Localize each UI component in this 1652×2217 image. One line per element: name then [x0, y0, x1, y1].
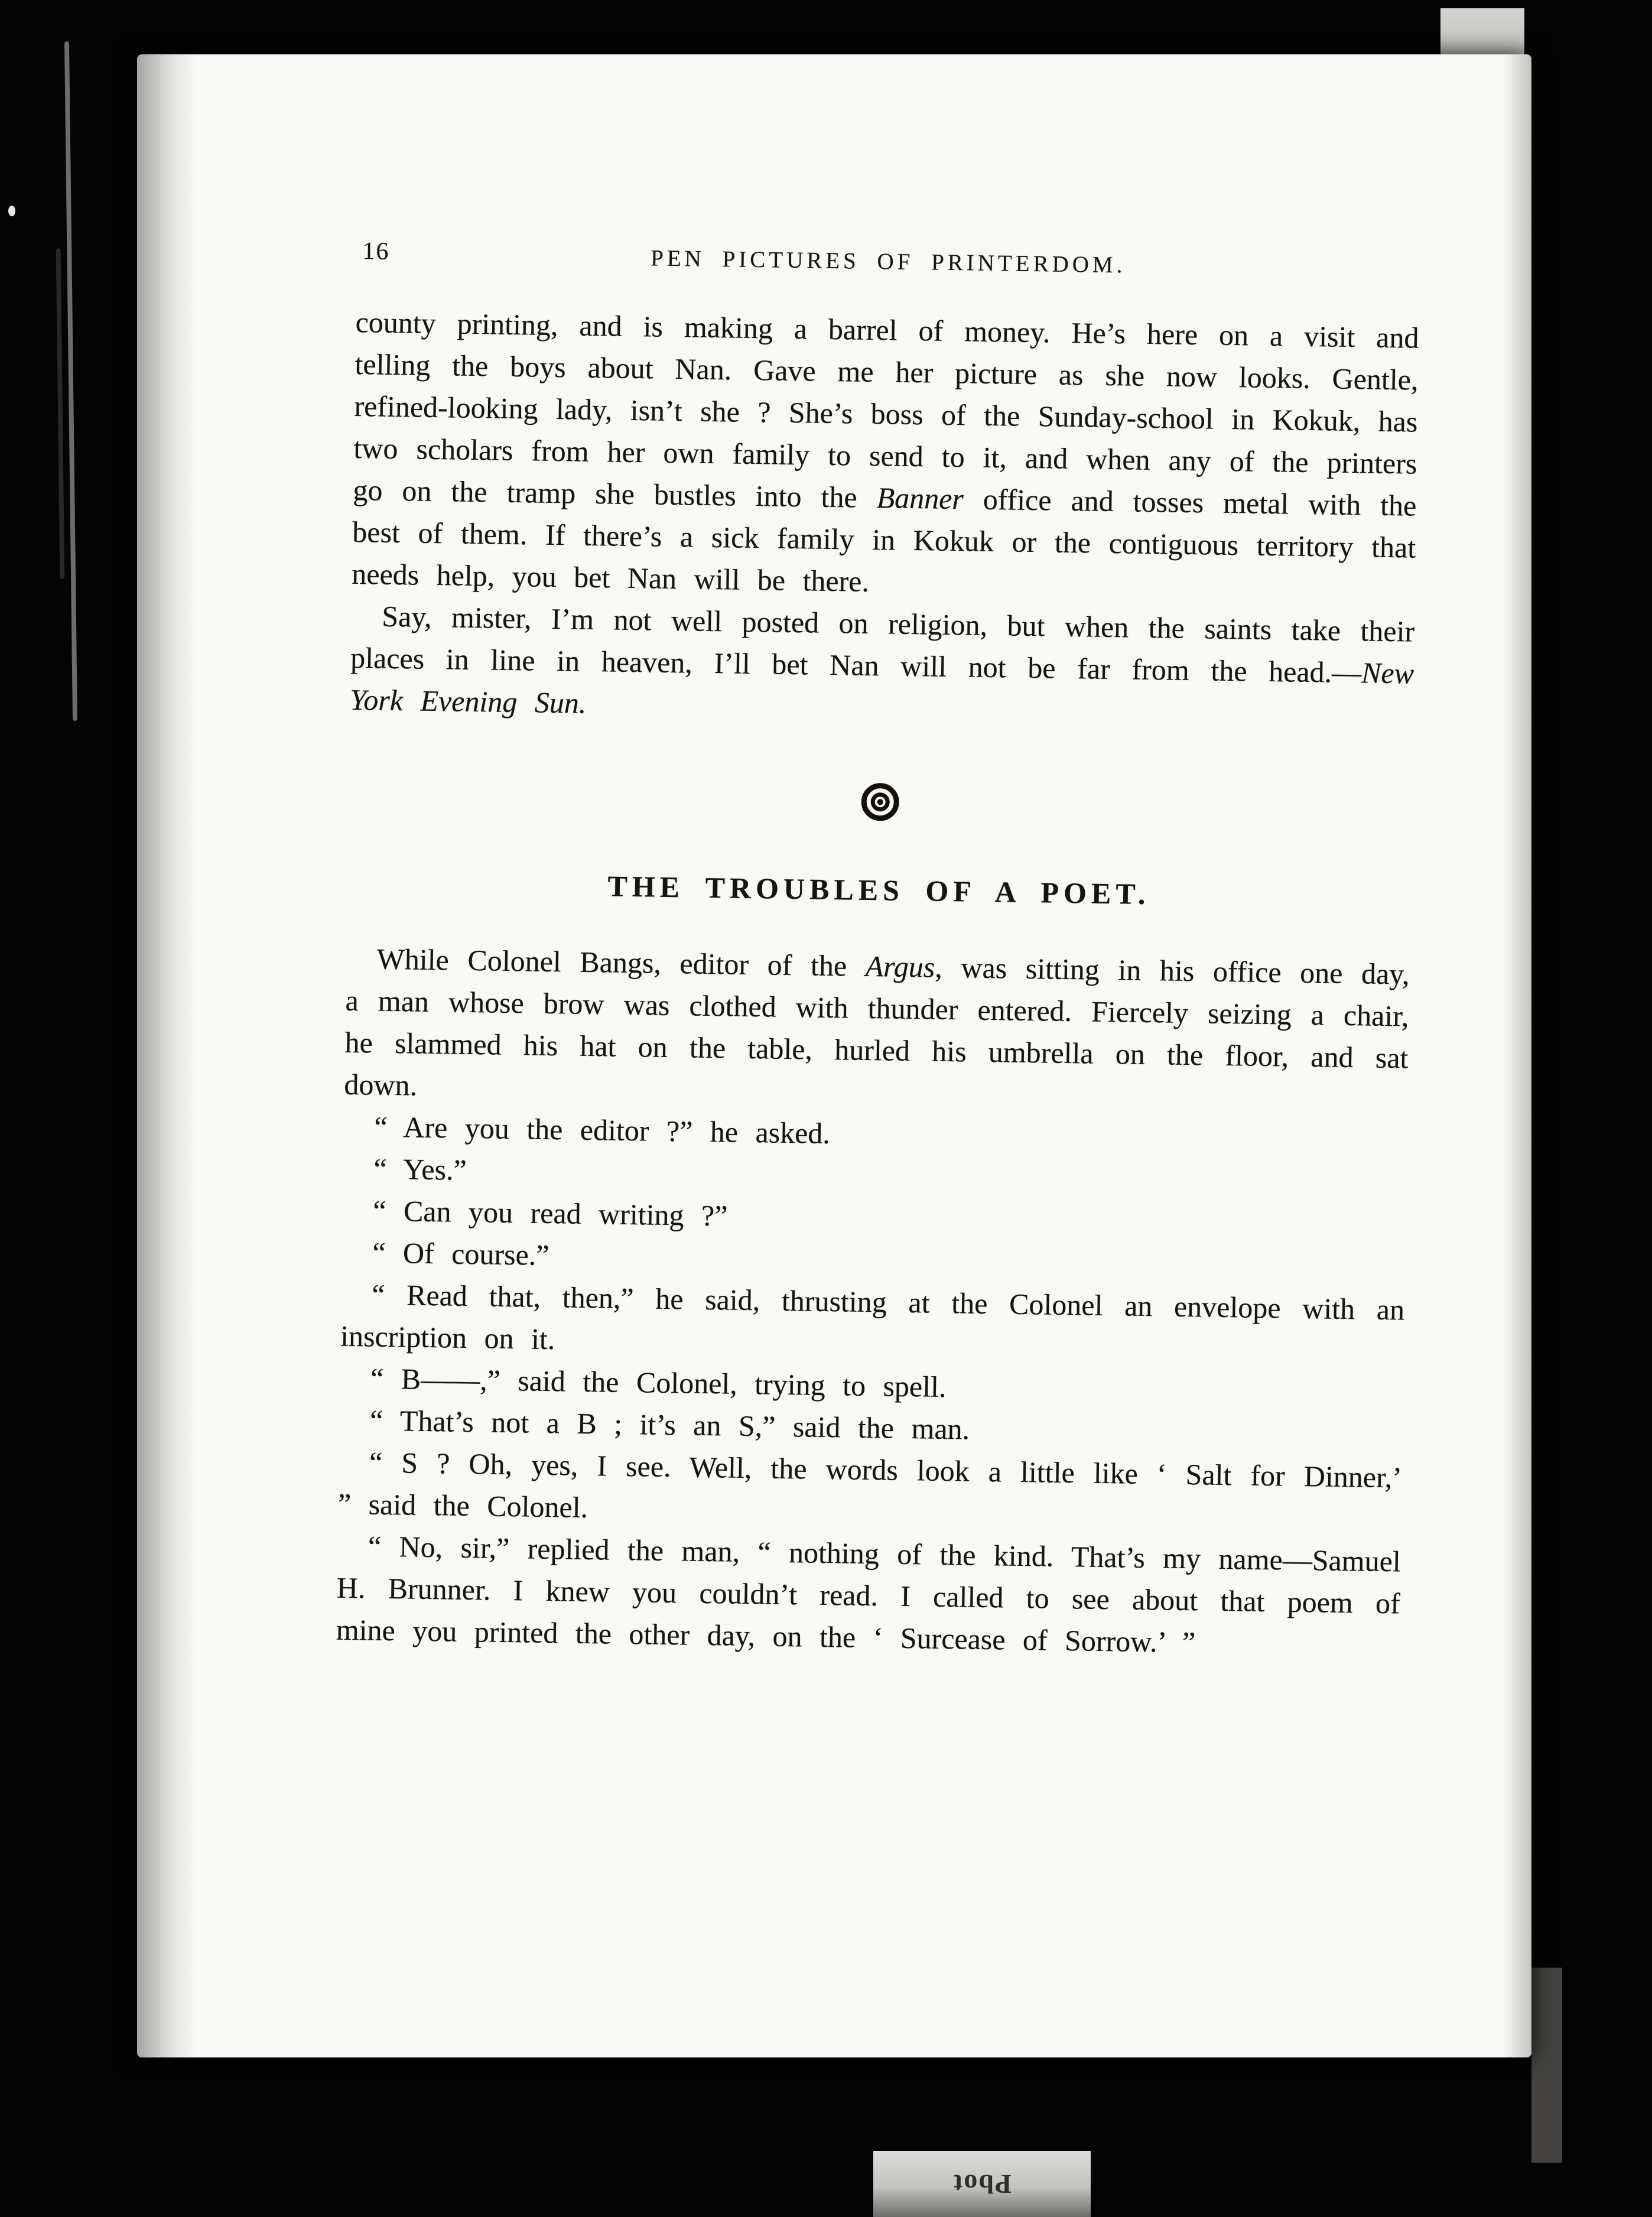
- page-stack-edge: [56, 248, 65, 579]
- show-through-strip: [873, 2151, 1091, 2217]
- dialogue-line: “ That’s not a B ; it’s an S,” said the man.: [369, 1403, 970, 1446]
- page-stack-edge: [64, 41, 77, 721]
- paragraph-text: , was sitting in his office one day, a man whose brow was clothed with thunder entered. Fiercely seizing a chair, he slammed his hat on the table, hurled his umbrella on the floor, and sat down.: [344, 950, 1410, 1102]
- story1-paragraph-2: [350, 595, 1415, 737]
- bullseye-mid-ring: [871, 792, 890, 811]
- dialogue-line: “ Can you read writing ?”: [372, 1194, 728, 1233]
- page-header: [356, 230, 1420, 288]
- dialogue-line: “ No, sir,” replied the man, “ nothing of the kind. That’s my name—Samuel H. Brunner. I knew you couldn’t read. I called to see about that poem of mine you printed the other day, on the ‘ Surcease of Sorrow.’ ”: [336, 1529, 1401, 1659]
- paragraph-text: office and tosses metal with the best of them. If there’s a sick family in Kokuk or the contiguous territory that needs help, you bet Nan will be there.: [351, 482, 1417, 598]
- bullseye-ornament-icon: [861, 783, 899, 821]
- fore-edge-pages: [1531, 1968, 1562, 2163]
- dialogue-line: “ Of course.”: [372, 1236, 549, 1272]
- italic-title: Argus: [865, 949, 935, 984]
- dialogue-line: “ Read that, then,” he said, thrusting at the Colonel an envelope with an inscription on it.: [340, 1277, 1405, 1356]
- section-heading: THE TROUBLES OF A POET.: [607, 869, 1150, 911]
- story1-paragraph-1: [352, 301, 1419, 611]
- bullseye-center-dot: [877, 799, 883, 805]
- paragraph-text: While Colonel Bangs, editor of the: [376, 942, 866, 983]
- page-number: 16: [362, 238, 390, 265]
- attribution-source: New York Evening Sun.: [349, 656, 1414, 720]
- dialogue-line: “ B——,” said the Colonel, trying to spell.: [370, 1361, 947, 1404]
- story2-intro-paragraph: [344, 938, 1410, 1121]
- dialogue-line: “ Are you the editor ?” he asked.: [374, 1110, 831, 1150]
- running-header: PEN PICTURES OF PRINTERDOM.: [650, 245, 1126, 278]
- paragraph-text: county printing, and is making a barrel of money. He’s here on a visit and telling the boys about Nan. Gave me her picture as she now looks. Gentle, refined-looking lady, isn’t she ? She’s boss of the Sunday-school in Kokuk, has two scholars from her own family to send to it, and when any of the printers go on the tramp she bustles into the: [353, 305, 1419, 515]
- show-through-text: Pbot: [952, 2169, 1012, 2199]
- dialogue-line: “ Yes.”: [373, 1152, 467, 1186]
- page-text-column: [336, 230, 1420, 1666]
- dialogue-line: “ S ? Oh, yes, I see. Well, the words look a little like ‘ Salt for Dinner,’ ” said the Colonel.: [337, 1445, 1403, 1524]
- book-page: [137, 54, 1531, 2057]
- italic-title: Banner: [876, 481, 964, 516]
- paragraph-text: Say, mister, I’m not well posted on religion, but when the saints take their places in line in heaven, I’ll bet Nan will not be far from the head.—: [350, 599, 1415, 690]
- scan-speck: [8, 206, 15, 216]
